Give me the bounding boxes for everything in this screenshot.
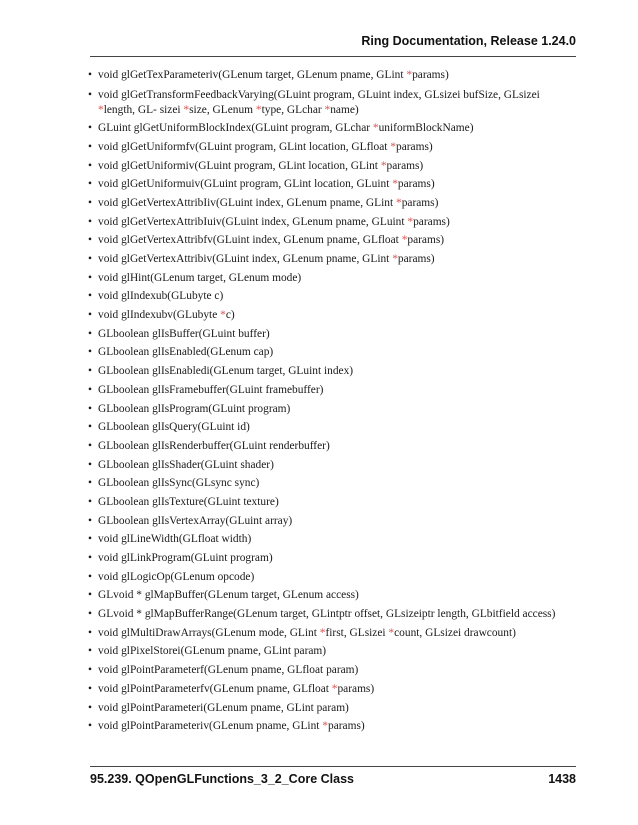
signature-text: params) <box>412 69 449 81</box>
pointer-star: * <box>372 122 379 135</box>
bullet-icon: • <box>88 234 92 247</box>
list-item <box>84 702 578 716</box>
list-item <box>84 290 578 304</box>
signature-text: void glPointParameteriv(GLenum pname, GLint <box>98 720 323 733</box>
signature-text: c) <box>225 309 235 322</box>
signature-text: void glLogicOp(GLenum opcode) <box>98 570 255 583</box>
bullet-icon: • <box>88 439 92 452</box>
list-item <box>84 141 578 155</box>
bullet-icon: • <box>88 383 92 396</box>
signature-text: void glPointParameterfv(GLenum pname, GLfloat <box>98 682 332 695</box>
footer-rule <box>90 766 576 767</box>
signature-text: first, GLsizei <box>325 626 389 639</box>
bullet-icon: • <box>88 271 92 284</box>
list-item <box>84 403 578 417</box>
list-item <box>84 552 578 566</box>
bullet-icon: • <box>88 122 92 135</box>
signature-text: void glPixelStorei(GLenum pname, GLint param) <box>98 645 327 658</box>
bullet-icon: • <box>88 365 92 378</box>
bullet-icon: • <box>88 495 92 508</box>
pointer-star: * <box>324 103 331 116</box>
list-item <box>84 197 578 211</box>
list-item <box>84 608 578 622</box>
bullet-icon: • <box>88 645 92 658</box>
signature-text: name) <box>330 103 359 116</box>
list-item <box>84 459 578 473</box>
signature-text: void glIndexub(GLubyte c) <box>98 290 224 303</box>
pointer-star: * <box>392 253 398 265</box>
signature-text: params) <box>397 253 435 265</box>
signature-text: GLboolean glIsEnabled(GLenum cap) <box>98 346 274 359</box>
signature-text: uniformBlockName) <box>378 122 474 135</box>
bullet-icon: • <box>88 552 92 564</box>
pointer-star: * <box>392 178 398 191</box>
list-item <box>84 627 578 641</box>
signature-text: void glGetVertexAttribIuiv(GLuint index, GLenum pname, GLuint <box>98 215 408 228</box>
bullet-icon: • <box>88 178 92 191</box>
list-item <box>84 328 578 342</box>
signature-text: GLboolean glIsProgram(GLuint program) <box>98 402 291 415</box>
signature-text: params) <box>396 140 433 153</box>
bullet-icon: • <box>88 458 92 471</box>
pointer-star: * <box>407 215 414 228</box>
signature-text: GLboolean glIsRenderbuffer(GLuint renderbuffer) <box>98 439 330 452</box>
bullet-icon: • <box>88 88 92 101</box>
section-title: 95.239. QOpenGLFunctions_3_2_Core Class <box>90 772 354 786</box>
list-item <box>84 683 578 697</box>
list-item <box>84 365 578 379</box>
signature-text: GLboolean glIsTexture(GLuint texture) <box>98 495 279 508</box>
bullet-icon: • <box>88 477 92 490</box>
signature-text: params) <box>386 159 424 172</box>
signature-text: params) <box>401 196 439 209</box>
bullet-icon: • <box>88 682 92 695</box>
list-item <box>84 664 578 678</box>
function-list <box>84 69 578 739</box>
list-item <box>84 496 578 510</box>
signature-text: GLboolean glIsShader(GLuint shader) <box>98 458 274 471</box>
list-item <box>84 346 578 360</box>
signature-text: params) <box>337 682 375 695</box>
pointer-star: * <box>406 69 413 81</box>
signature-text: params) <box>413 215 450 228</box>
list-item <box>84 272 578 286</box>
signature-text: GLboolean glIsFramebuffer(GLuint framebuffer) <box>98 383 324 396</box>
bullet-icon: • <box>88 290 92 303</box>
signature-text: void glGetUniformiv(GLuint program, GLint location, GLint <box>98 159 381 172</box>
bullet-icon: • <box>88 196 92 209</box>
running-title: Ring Documentation, Release 1.24.0 <box>361 34 576 48</box>
signature-text: params) <box>328 720 365 733</box>
bullet-icon: • <box>88 327 92 340</box>
list-item <box>84 589 578 603</box>
list-item <box>84 122 578 136</box>
signature-text: void glGetUniformfv(GLuint program, GLint location, GLfloat <box>98 140 391 153</box>
signature-text: void glLinkProgram(GLuint program) <box>98 552 273 564</box>
list-item <box>84 309 578 323</box>
bullet-icon: • <box>88 664 92 677</box>
list-item <box>84 440 578 454</box>
signature-text: void glGetTransformFeedbackVarying(GLuint program, GLuint index, GLsizei bufSize, GLsizei <box>98 88 540 101</box>
signature-text: void glPointParameterf(GLenum pname, GLfloat param) <box>98 664 359 677</box>
bullet-icon: • <box>88 215 92 228</box>
list-item <box>84 216 578 230</box>
header-rule <box>90 56 576 57</box>
bullet-icon: • <box>88 421 92 434</box>
list-item <box>84 160 578 174</box>
signature-text: GLboolean glIsBuffer(GLuint buffer) <box>98 327 270 340</box>
bullet-icon: • <box>88 69 92 81</box>
list-item <box>84 384 578 398</box>
list-item <box>84 477 578 491</box>
bullet-icon: • <box>88 608 92 621</box>
list-item <box>84 515 578 529</box>
page-number: 1438 <box>548 772 576 786</box>
signature-text: void glLineWidth(GLfloat width) <box>98 533 252 546</box>
bullet-icon: • <box>88 570 92 583</box>
list-item <box>84 421 578 435</box>
signature-text: GLvoid * glMapBufferRange(GLenum target, GLintptr offset, GLsizeiptr length, GLbitfield access) <box>98 608 556 621</box>
bullet-icon: • <box>88 701 92 714</box>
signature-text: void glGetVertexAttribiv(GLuint index, GLenum pname, GLint <box>98 253 393 265</box>
page-footer <box>90 772 576 790</box>
bullet-icon: • <box>88 626 92 639</box>
signature-text: void glPointParameteri(GLenum pname, GLint param) <box>98 701 349 714</box>
bullet-icon: • <box>88 159 92 172</box>
signature-text: void glGetTexParameteriv(GLenum target, GLenum pname, GLint <box>98 69 407 81</box>
pointer-star: * <box>98 103 104 116</box>
bullet-icon: • <box>88 402 92 415</box>
pointer-star: * <box>396 196 402 209</box>
bullet-icon: • <box>88 140 92 153</box>
pointer-star: * <box>331 682 338 695</box>
bullet-icon: • <box>88 514 92 527</box>
signature-text: GLboolean glIsSync(GLsync sync) <box>98 477 260 490</box>
pointer-star: * <box>322 720 328 733</box>
signature-text: GLboolean glIsVertexArray(GLuint array) <box>98 514 293 527</box>
list-item <box>84 234 578 248</box>
pointer-star: * <box>388 626 395 639</box>
bullet-icon: • <box>88 720 92 733</box>
page-header <box>90 34 576 54</box>
list-item <box>84 69 578 83</box>
list-item <box>84 88 578 118</box>
signature-text: count, GLsizei drawcount) <box>394 626 516 639</box>
signature-text: void glGetUniformuiv(GLuint program, GLint location, GLuint <box>98 178 393 191</box>
bullet-icon: • <box>88 309 92 322</box>
list-item <box>84 645 578 659</box>
bullet-icon: • <box>88 589 92 602</box>
signature-text: void glHint(GLenum target, GLenum mode) <box>98 271 302 284</box>
pointer-star: * <box>255 103 262 116</box>
signature-text: GLvoid * glMapBuffer(GLenum target, GLenum access) <box>98 589 359 602</box>
signature-text: void glGetVertexAttribfv(GLuint index, GLenum pname, GLfloat <box>98 234 402 247</box>
bullet-icon: • <box>88 346 92 359</box>
list-item <box>84 533 578 547</box>
signature-text: type, GLchar <box>261 103 325 116</box>
signature-text: void glGetVertexAttribIiv(GLuint index, GLenum pname, GLint <box>98 196 396 209</box>
list-item <box>84 178 578 192</box>
pointer-star: * <box>401 234 408 247</box>
bullet-icon: • <box>88 253 92 265</box>
bullet-icon: • <box>88 533 92 546</box>
list-item <box>84 253 578 267</box>
signature-text: params) <box>397 178 435 191</box>
signature-text: void glMultiDrawArrays(GLenum mode, GLint <box>98 626 320 639</box>
pointer-star: * <box>380 159 387 172</box>
signature-text: length, GL- sizei <box>103 103 184 116</box>
signature-text: params) <box>407 234 445 247</box>
signature-text: size, GLenum <box>189 103 256 116</box>
list-item <box>84 720 578 734</box>
pointer-star: * <box>183 103 190 116</box>
pointer-star: * <box>220 309 226 322</box>
signature-text: GLuint glGetUniformBlockIndex(GLuint program, GLchar <box>98 122 373 135</box>
signature-text: void glIndexubv(GLubyte <box>98 309 221 322</box>
signature-text: GLboolean glIsEnabledi(GLenum target, GLuint index) <box>98 365 354 378</box>
pointer-star: * <box>390 140 396 153</box>
signature-text: GLboolean glIsQuery(GLuint id) <box>98 421 250 434</box>
pointer-star: * <box>319 626 326 639</box>
list-item <box>84 571 578 585</box>
